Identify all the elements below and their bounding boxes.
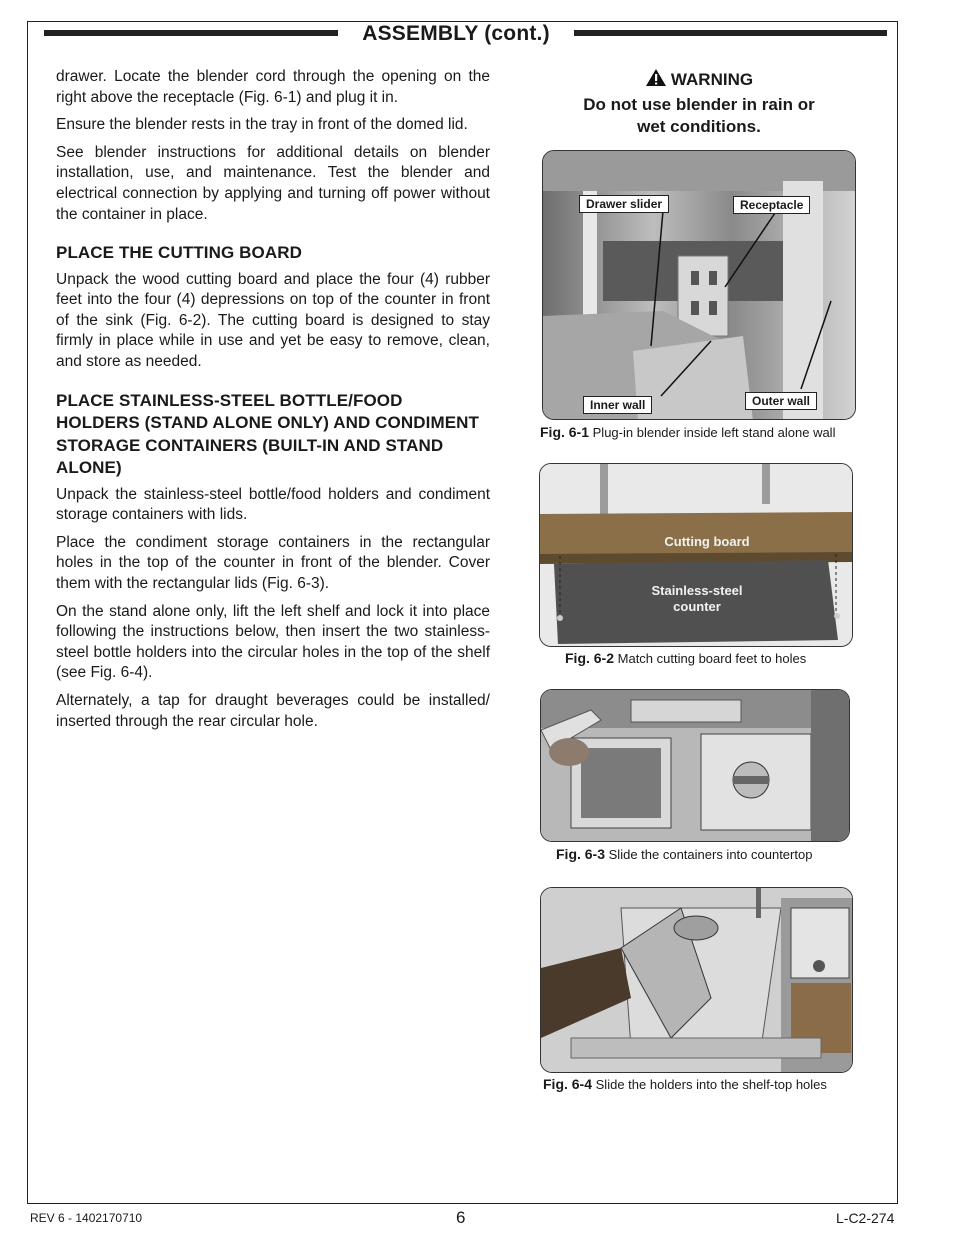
label-outer-wall: Outer wall xyxy=(745,392,817,410)
paragraph: On the stand alone only, lift the left shelf and lock it into place following the instructions below, then insert the two stainless-steel bottle holders into the circular holes in the top of the shelf (see Fig. 6-4). xyxy=(56,602,490,682)
warning-title: WARNING xyxy=(670,70,754,89)
figure-caption-text: Match cutting board feet to holes xyxy=(617,651,807,666)
footer-page-number: 6 xyxy=(456,1208,466,1227)
label-cutting-board: Cutting board xyxy=(664,534,750,549)
header-rule-right xyxy=(574,30,887,36)
footer-doc-number: L-C2-274 xyxy=(836,1210,895,1226)
figure-caption xyxy=(543,1076,827,1092)
figure-caption-text: Slide the containers into countertop xyxy=(608,847,813,862)
label-counter-line1: Stainless-steel xyxy=(651,583,743,598)
figure-caption xyxy=(540,424,835,440)
warning-box xyxy=(540,68,858,139)
figure-number: Fig. 6-1 xyxy=(540,424,590,440)
figure-number: Fig. 6-3 xyxy=(556,846,606,862)
figure-6-2-photo xyxy=(539,463,853,647)
figure-6-1-photo xyxy=(542,150,856,420)
section-heading: PLACE THE CUTTING BOARD xyxy=(56,243,302,263)
label-receptacle: Receptacle xyxy=(733,196,810,214)
footer-revision: REV 6 - 1402170710 xyxy=(30,1211,143,1225)
figure-caption xyxy=(565,650,806,666)
figure-caption xyxy=(556,846,812,862)
figure-caption-text: Plug-in blender inside left stand alone wall xyxy=(592,425,836,440)
body-text-column xyxy=(56,67,490,739)
figure-number: Fig. 6-2 xyxy=(565,650,615,666)
label-counter-line2: counter xyxy=(673,599,721,614)
section-heading: PLACE STAINLESS-STEEL BOTTLE/FOOD HOLDERS (STAND ALONE ONLY) AND CONDIMENT STORAGE CONTAINERS (BUILT-IN AND STAND ALONE) xyxy=(56,390,480,478)
paragraph: Unpack the stainless-steel bottle/food holders and condiment storage containers with lids. xyxy=(56,485,490,524)
paragraph: Place the condiment storage containers in the rectangular holes in the top of the counter in front of the blender. Cover them with the rectangular lids (Fig. 6-3). xyxy=(56,533,490,592)
paragraph: drawer. Locate the blender cord through the opening on the right above the receptacle (Fig. 6-1) and plug it in. xyxy=(56,68,490,106)
paragraph: See blender instructions for additional details on blender installation, use, and maintenance. Test the blender and electrical connection by applying and turning off power without the container in place. xyxy=(56,143,490,223)
paragraph: Alternately, a tap for draught beverages could be installed/ inserted through the rear circular hole. xyxy=(56,691,490,730)
figure-6-3-photo xyxy=(540,689,850,842)
figure-number: Fig. 6-4 xyxy=(543,1076,593,1092)
warning-triangle-icon xyxy=(645,68,667,94)
header-rule-left xyxy=(44,30,338,36)
paragraph: Unpack the wood cutting board and place the four (4) rubber feet into the four (4) depressions on top of the counter in front of the sink (Fig. 6-2). The cutting board is designed to stay firmly in place while in use and yet be easy to remove, clean, and store as needed. xyxy=(56,270,490,371)
figure-6-4-photo xyxy=(540,887,853,1073)
page-title: ASSEMBLY (cont.) xyxy=(362,22,550,45)
label-inner-wall: Inner wall xyxy=(583,396,652,414)
warning-text: Do not use blender in rain or xyxy=(583,94,815,114)
warning-text: wet conditions. xyxy=(637,117,761,136)
paragraph: Ensure the blender rests in the tray in front of the domed lid. xyxy=(56,116,468,134)
label-drawer-slider: Drawer slider xyxy=(579,195,669,213)
figure-caption-text: Slide the holders into the shelf-top holes xyxy=(595,1077,827,1092)
